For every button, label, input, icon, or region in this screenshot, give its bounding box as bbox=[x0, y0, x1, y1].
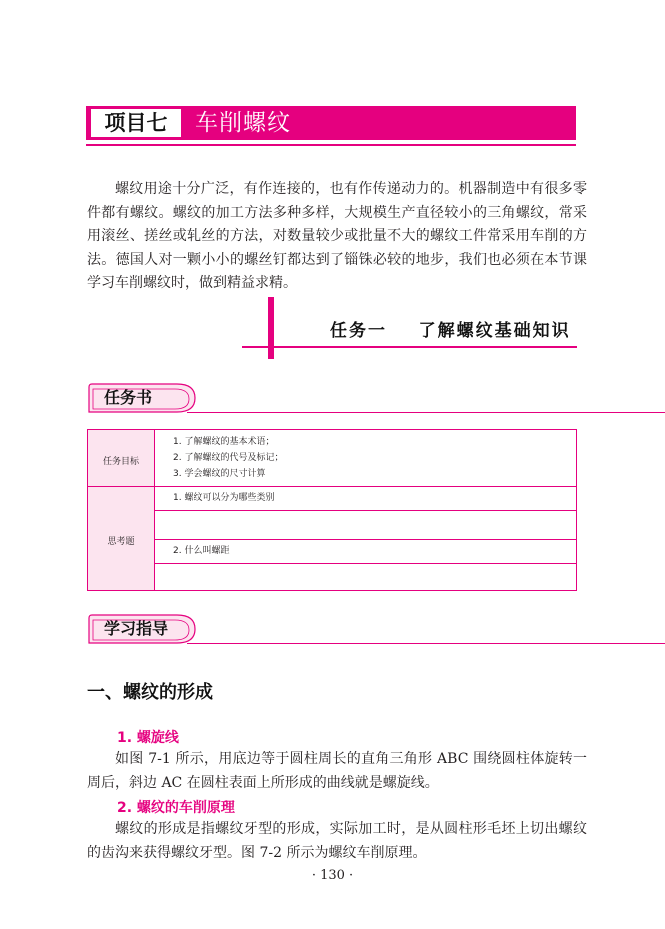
goal-item: 1. 了解螺纹的基本术语； bbox=[173, 437, 275, 447]
tab-underline bbox=[187, 412, 665, 413]
subsection-heading-1: 1. 螺旋线 bbox=[117, 730, 179, 746]
table-divider bbox=[155, 563, 576, 564]
question-item: 1. 螺纹可以分为哪些类别 bbox=[173, 493, 275, 503]
intro-text: 螺纹用途十分广泛，有作连接的，也有作传递动力的。机器制造中有很多零件都有螺纹。螺纹的加工方法多种多样，大规模生产直径较小的三角螺纹，常采用滚丝、搓丝或轧丝的方法，对数量较少或批量不大的螺纹工件常采用车削的方法。德国人对一颗小小的螺丝钉都达到了锱铢必较的地步，我们也必须在本节课学习车削螺纹时，做到精益求精。 bbox=[87, 181, 587, 291]
table-right-column bbox=[154, 430, 576, 590]
table-divider bbox=[155, 510, 576, 511]
chapter-banner-underline bbox=[86, 144, 576, 146]
table-divider bbox=[155, 539, 576, 540]
subsection-paragraph-1 bbox=[87, 748, 587, 795]
task-table bbox=[87, 429, 577, 591]
table-divider bbox=[88, 486, 576, 487]
task-book-tab bbox=[87, 383, 197, 413]
task-title: 任务一 了解螺纹基础知识 bbox=[330, 321, 571, 341]
question-item: 2. 什么叫螺距 bbox=[173, 546, 230, 556]
chapter-label: 项目七 bbox=[91, 109, 181, 137]
subsection-text-1: 如图 7-1 所示，用底边等于圆柱周长的直角三角形 ABC 围绕圆柱体旋转一周后，斜边 AC 在圆柱表面上所形成的曲线就是螺旋线。 bbox=[87, 751, 587, 791]
subsection-paragraph-2 bbox=[87, 818, 587, 865]
goal-item: 3. 学会螺纹的尺寸计算 bbox=[173, 469, 266, 479]
subsection-heading-2: 2. 螺纹的车削原理 bbox=[117, 800, 235, 816]
goal-label: 任务目标 bbox=[102, 457, 139, 467]
task-header-underline bbox=[242, 346, 577, 348]
task-book-label: 任务书 bbox=[104, 388, 153, 407]
tab-underline bbox=[187, 643, 665, 644]
study-guide-label: 学习指导 bbox=[104, 619, 169, 638]
section-heading: 一、螺纹的形成 bbox=[87, 682, 213, 703]
goal-item: 2. 了解螺纹的代号及标记； bbox=[173, 453, 284, 463]
chapter-title: 车削螺纹 bbox=[195, 110, 291, 136]
subsection-text-2: 螺纹的形成是指螺纹牙型的形成，实际加工时，是从圆柱形毛坯上切出螺纹的齿沟来获得螺纹牙型。图 7-2 所示为螺纹车削原理。 bbox=[87, 821, 587, 861]
question-label: 思考题 bbox=[107, 537, 135, 547]
study-guide-tab bbox=[87, 614, 197, 644]
table-left-column bbox=[88, 430, 154, 590]
task-header-bar bbox=[268, 297, 274, 359]
intro-paragraph bbox=[87, 178, 587, 296]
page-number: · 130 · bbox=[311, 868, 354, 883]
